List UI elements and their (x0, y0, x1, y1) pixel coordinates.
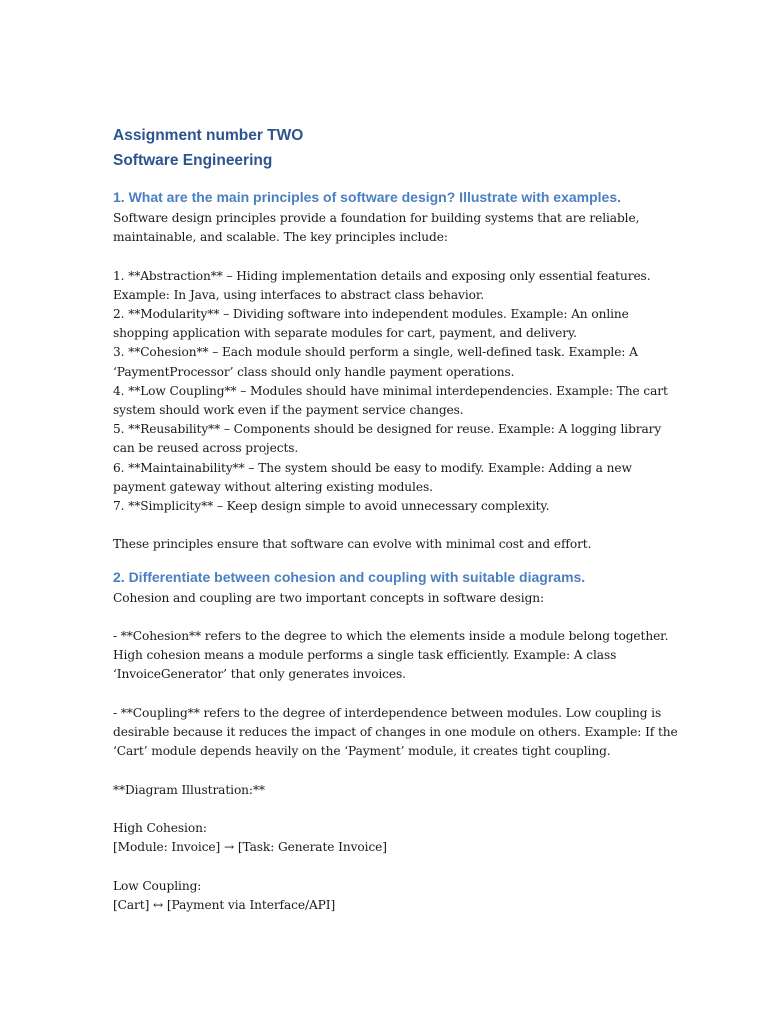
document-page (113, 124, 678, 915)
low-coupling-diagram: [Cart] ↔ [Payment via Interface/API] (113, 897, 336, 912)
diagram-illustration-label: **Diagram Illustration:** (113, 782, 265, 797)
list-item-line: 3. **Cohesion** – Each module should perform a single, well-defined task. Example: A (113, 345, 638, 360)
document-subtitle: Software Engineering (113, 151, 273, 169)
list-item-line: 1. **Abstraction** – Hiding implementation details and exposing only essential features. (113, 268, 651, 283)
coupling-paragraph-line: - **Coupling** refers to the degree of interdependence between modules. Low coupling is (113, 705, 662, 720)
conclusion-paragraph: These principles ensure that software can evolve with minimal cost and effort. (113, 537, 592, 552)
low-coupling-label: Low Coupling: (113, 878, 202, 893)
section-2-heading: 2. Differentiate between cohesion and coupling with suitable diagrams. (113, 568, 586, 585)
coupling-paragraph-line: desirable because it reduces the impact of changes in one module on others. Example: If the (113, 725, 678, 740)
cohesion-paragraph-line: ‘InvoiceGenerator’ that only generates invoices. (113, 667, 406, 682)
paragraph-line: Software design principles provide a foundation for building systems that are reliable, (113, 211, 640, 225)
cohesion-paragraph-line: High cohesion means a module performs a single task efficiently. Example: A class (113, 648, 617, 663)
document-title: Assignment number TWO (113, 127, 304, 144)
list-item-line: Example: In Java, using interfaces to abstract class behavior. (113, 287, 485, 302)
list-item-line: 4. **Low Coupling** – Modules should have minimal interdependencies. Example: The cart (113, 383, 668, 398)
cohesion-paragraph-line: - **Cohesion** refers to the degree to which the elements inside a module belong together. (113, 629, 669, 644)
list-item-line: 7. **Simplicity** – Keep design simple to avoid unnecessary complexity. (113, 499, 550, 514)
list-item-line: 2. **Modularity** – Dividing software into independent modules. Example: An online (113, 307, 629, 321)
list-item-line: shopping application with separate modules for cart, payment, and delivery. (113, 326, 577, 341)
list-item-line: can be reused across projects. (113, 441, 299, 456)
coupling-paragraph-line: ‘Cart’ module depends heavily on the ‘Payment’ module, it creates tight coupling. (113, 744, 611, 759)
section-2-intro: Cohesion and coupling are two important concepts in software design: (113, 590, 545, 605)
list-item-line: 5. **Reusability** – Components should be designed for reuse. Example: A logging library (113, 422, 662, 437)
list-item-line: system should work even if the payment service changes. (113, 403, 464, 418)
section-1-heading: 1. What are the main principles of software design? Illustrate with examples. (113, 189, 622, 205)
high-cohesion-label: High Cohesion: (113, 821, 207, 835)
list-item-line: payment gateway without altering existing modules. (113, 479, 433, 494)
list-item-line: 6. **Maintainability** – The system should be easy to modify. Example: Adding a new (113, 460, 632, 475)
list-item-line: ‘PaymentProcessor’ class should only handle payment operations. (113, 364, 515, 379)
paragraph-line: maintainable, and scalable. The key principles include: (113, 230, 448, 245)
high-cohesion-diagram: [Module: Invoice] → [Task: Generate Invoice] (113, 840, 387, 855)
